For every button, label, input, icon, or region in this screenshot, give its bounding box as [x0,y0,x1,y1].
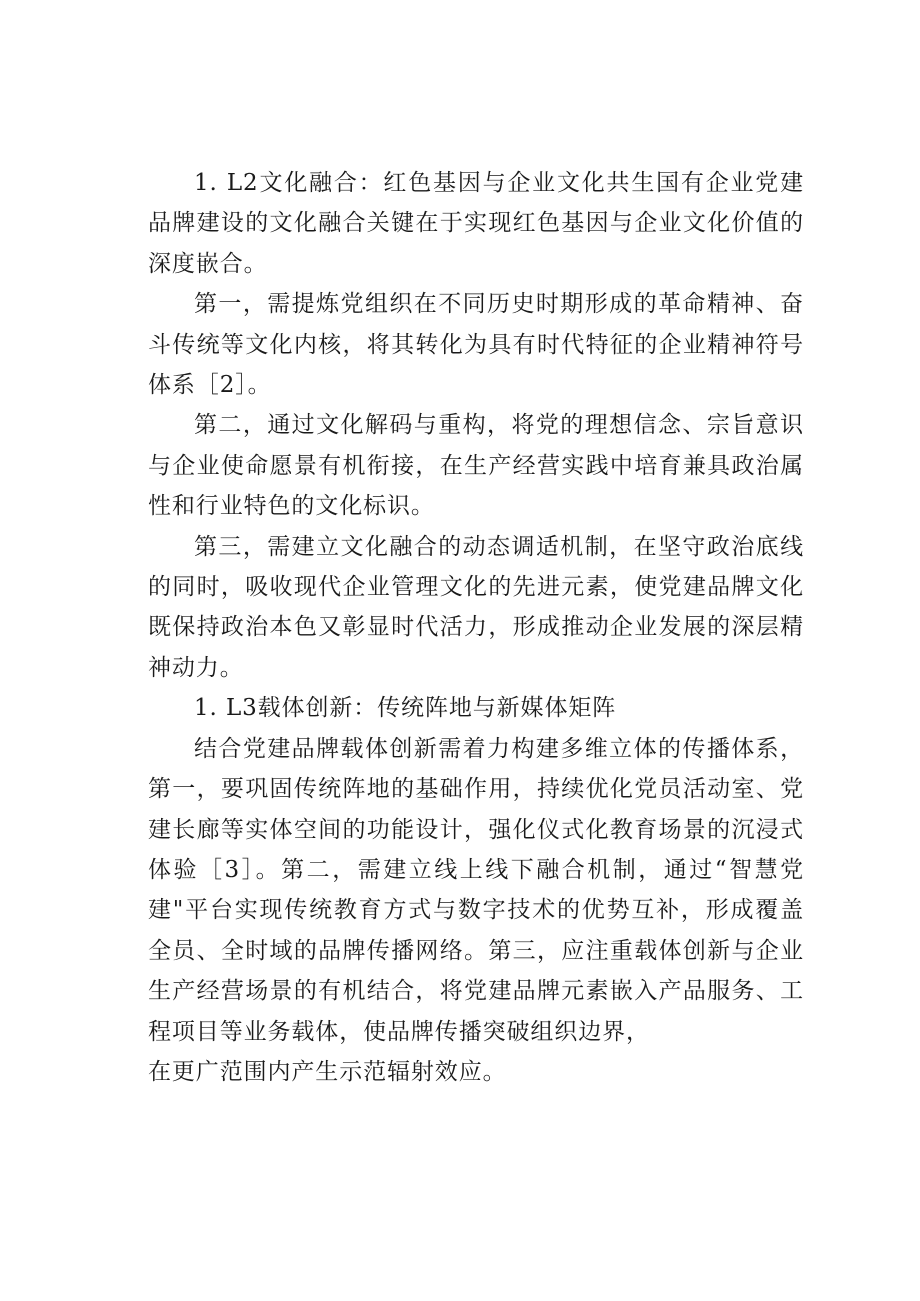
section-heading-l3: 1. L3载体创新：传统阵地与新媒体矩阵 [194,695,617,722]
paragraph-first-point: 第一，需提炼党组织在不同历史时期形成的革命精神、奋斗传统等文化内核，将其转化为具有时代特征的企业精神符号体系［2］。 [148,291,804,399]
paragraph-third-point: 第三，需建立文化融合的动态调适机制，在坚守政治底线的同时，吸收现代企业管理文化的先进元素，使党建品牌文化既保持政治本色又彰显时代活力，形成推动企业发展的深层精神动力。 [148,533,804,681]
paragraph-closing-line: 在更广范围内产生示范辐射效应。 [148,1058,507,1085]
section-heading-l2: 1. L2文化融合：红色基因与企业文化共生国有企业党建品牌建设的文化融合关键在于实现红色基因与企业文化价值的深度嵌合。 [148,170,804,277]
document-body [148,163,804,1092]
paragraph-second-point: 第二，通过文化解码与重构，将党的理想信念、宗旨意识与企业使命愿景有机衔接，在生产经营实践中培育兼具政治属性和行业特色的文化标识。 [148,412,804,520]
paragraph-carrier-innovation: 结合党建品牌载体创新需着力构建多维立体的传播体系，第一，要巩固传统阵地的基础作用，持续优化党员活动室、党建长廊等实体空间的功能设计，强化仪式化教育场景的沉浸式体验［3］。第二，需建立线上线下融合机制，通过“智慧党建"平台实现传统教育方式与数字技术的优势互补，形成覆盖全员、全时域的品牌传播网络。第三，应注重载体创新与企业生产经营场景的有机结合，将党建品牌元素嵌入产品服务、工程项目等业务载体，使品牌传播突破组织边界， [148,735,804,1045]
